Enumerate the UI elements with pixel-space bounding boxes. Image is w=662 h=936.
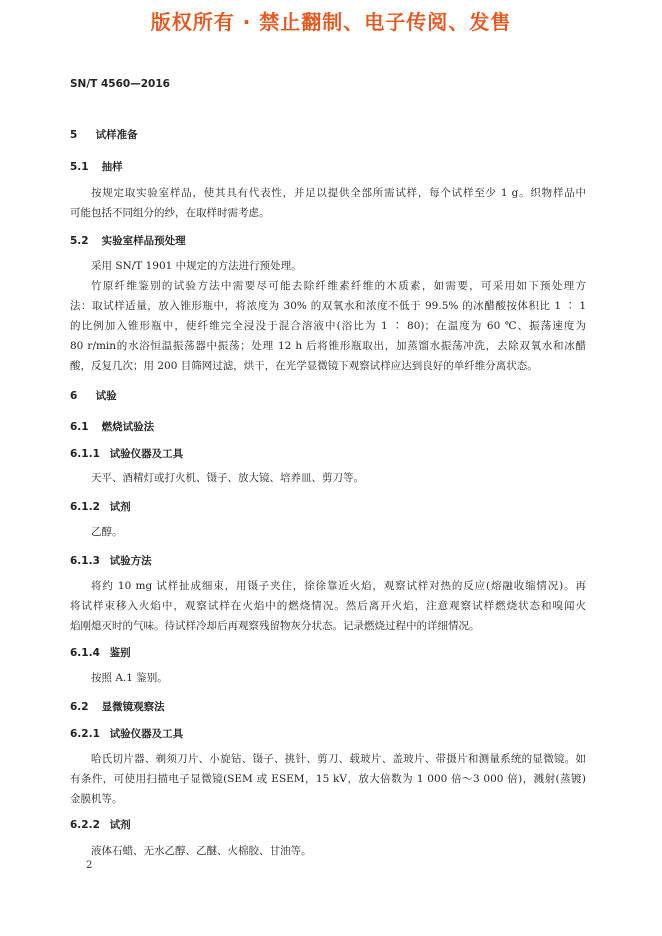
- paragraph-line: 液体石蜡、无水乙醇、乙醚、火棉胶、甘油等。: [91, 845, 312, 857]
- paragraph-identification: [70, 668, 586, 688]
- heading-section-5: [70, 127, 138, 142]
- paragraph-line: 采用 SN/T 1901 中规定的方法进行预处理。: [91, 260, 302, 272]
- heading-number: 6.2.2: [70, 819, 100, 831]
- paragraph-sampling: [70, 183, 586, 223]
- document-number: SN/T 4560—2016: [70, 78, 170, 90]
- heading-section-6-2-1: [70, 726, 183, 741]
- paragraph-test-method: [70, 576, 586, 636]
- paragraph-line: 天平、酒精灯或打火机、镊子、放大镜、培养皿、剪刀等。: [91, 472, 364, 484]
- paragraph-line: 有条件，可使用扫描电子显微镜(SEM 或 ESEM，15 kV，放大倍数为 1 000 倍～3 000 倍)，溅射(蒸镀): [70, 773, 586, 785]
- paragraph-line: 将试样束移入火焰中，观察试样在火焰中的燃烧情况。然后离开火焰，注意观察试样燃烧状态和嗅闻火: [70, 600, 586, 612]
- heading-number: 6.1.2: [70, 501, 100, 513]
- heading-title: 抽样: [101, 161, 123, 173]
- paragraph-line: 竹原纤维鉴别的试验方法中需要尽可能去除纤维素纤维的木质素，如需要，可采用如下预处理方: [91, 280, 586, 292]
- heading-section-6-1-4: [70, 645, 131, 660]
- heading-section-6-1-3: [70, 553, 152, 568]
- heading-number: 6.1.3: [70, 555, 100, 567]
- paragraph-line: 按规定取实验室样品，使其具有代表性，并足以提供全部所需试样，每个试样至少 1 g。织物样品中: [91, 187, 586, 199]
- heading-section-6-2: [70, 699, 165, 714]
- paragraph-line: 乙醇。: [91, 526, 123, 538]
- copyright-banner: 版权所有 · 禁止翻制、电子传阅、发售: [150, 10, 512, 34]
- heading-number: 5.1: [70, 161, 89, 173]
- heading-number: 6.2.1: [70, 728, 100, 740]
- heading-number: 6: [70, 390, 78, 402]
- heading-number: 6.1.1: [70, 448, 100, 460]
- heading-title: 试样准备: [95, 129, 138, 141]
- heading-title: 实验室样品预处理: [101, 235, 186, 247]
- paragraph-line: 焰刚熄灭时的气味。待试样冷却后再观察残留物灰分状态。记录燃烧过程中的详细情况。: [70, 620, 480, 632]
- heading-section-5-2: [70, 233, 186, 248]
- paragraph-line: 哈氏切片器、剃须刀片、小旋钻、镊子、挑针、剪刀、载玻片、盖玻片、带摄片和测量系统的显微镜。如: [91, 753, 586, 765]
- heading-number: 6.1: [70, 421, 89, 433]
- heading-section-6-1: [70, 419, 154, 434]
- paragraph-instruments-burning: [70, 468, 586, 488]
- heading-title: 显微镜观察法: [101, 701, 165, 713]
- heading-title: 鉴别: [109, 647, 131, 659]
- heading-title: 燃烧试验法: [101, 421, 155, 433]
- heading-section-5-1: [70, 159, 123, 174]
- heading-number: 6.1.4: [70, 647, 100, 659]
- paragraph-line: 的比例加入锥形瓶中，使纤维完全浸没于混合溶液中(浴比为 1 ∶ 80)；在温度为 60 ℃、振荡速度为: [70, 320, 586, 332]
- paragraph-line: 80 r/min的水浴恒温振荡器中振荡；处理 12 h 后将锥形瓶取出，加蒸馏水振荡冲洗，去除双氧水和冰醋: [70, 340, 586, 352]
- paragraph-reagent-burning: [70, 522, 586, 542]
- heading-number: 6.2: [70, 701, 89, 713]
- heading-title: 试剂: [109, 819, 131, 831]
- paragraph-pretreatment-intro: [70, 256, 586, 276]
- paragraph-line: 可能包括不同组分的纱，在取样时需考虑。: [70, 207, 270, 219]
- paragraph-reagent-microscope: [70, 841, 586, 861]
- paragraph-line: 金膜机等。: [70, 793, 123, 805]
- paragraph-pretreatment-method: [70, 276, 586, 376]
- heading-number: 5.2: [70, 235, 89, 247]
- page-number: 2: [86, 860, 93, 871]
- heading-title: 试验仪器及工具: [109, 448, 184, 460]
- heading-title: 试验方法: [109, 555, 152, 567]
- heading-section-6: [70, 388, 117, 403]
- paragraph-line: 按照 A.1 鉴别。: [91, 672, 168, 684]
- paragraph-line: 酸，反复几次；用 200 目筛网过滤，烘干，在光学显微镜下观察试样应达到良好的单纤维分离状态。: [70, 360, 538, 372]
- heading-section-6-2-2: [70, 817, 131, 832]
- heading-number: 5: [70, 129, 78, 141]
- paragraph-line: 法：取试样适量，放入锥形瓶中，将浓度为 30% 的双氧水和浓度不低于 99.5% 的冰醋酸按体积比 1 ∶ 1: [70, 300, 586, 312]
- paragraph-instruments-microscope: [70, 749, 586, 809]
- heading-title: 试验仪器及工具: [109, 728, 184, 740]
- heading-title: 试验: [95, 390, 117, 402]
- heading-section-6-1-1: [70, 446, 183, 461]
- heading-section-6-1-2: [70, 499, 131, 514]
- heading-title: 试剂: [109, 501, 131, 513]
- paragraph-line: 将约 10 mg 试样扯成细束，用镊子夹住，徐徐靠近火焰，观察试样对热的反应(熔融收缩情况)。再: [91, 580, 586, 592]
